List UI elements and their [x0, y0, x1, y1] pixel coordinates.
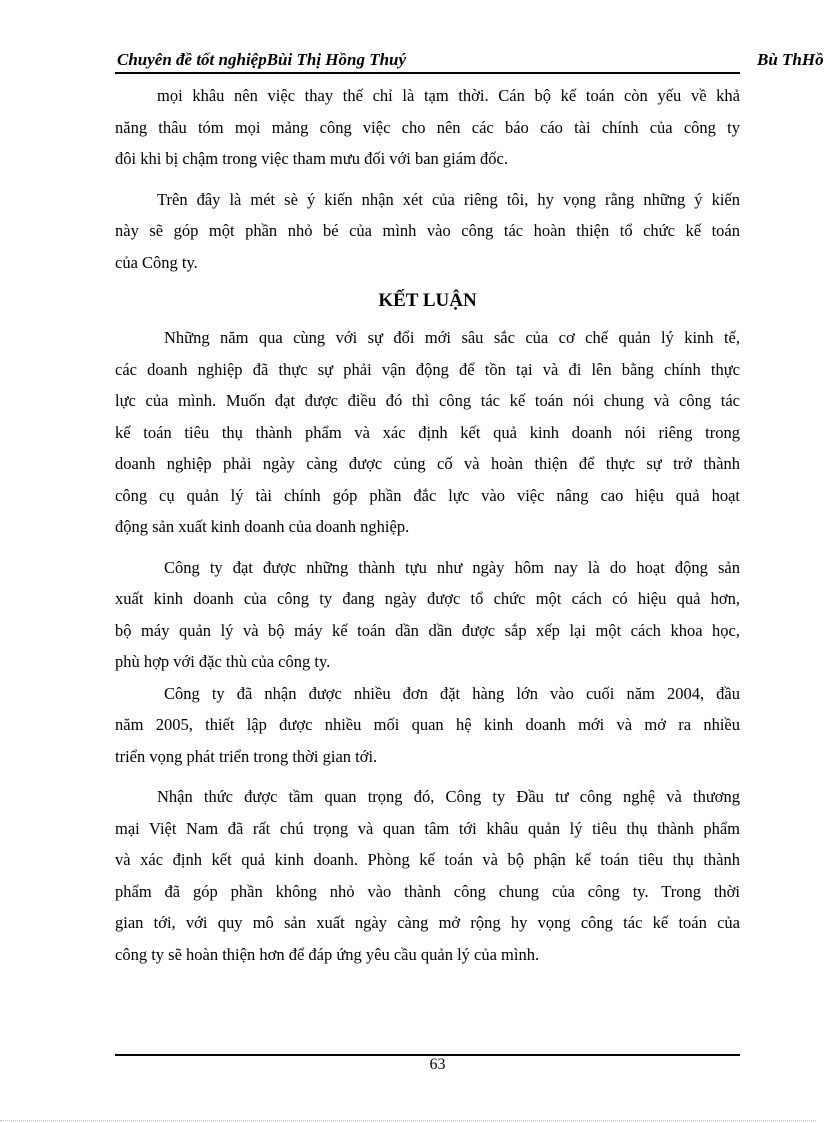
- conclusion-paragraph-4: [115, 781, 740, 970]
- paragraph-2: [115, 184, 740, 279]
- header-right-title: Bù ThHồ: [757, 50, 824, 69]
- header-title: Chuyên đề tốt nghiệpBùi Thị Hồng Thuý: [117, 50, 407, 69]
- text-line: phù hợp với đặc thù của công ty.: [115, 652, 331, 671]
- text-line: xuất kinh doanh của công ty đang ngày được tổ chức một cách có hiệu quả hơn,: [115, 589, 740, 608]
- document-body: [115, 80, 740, 970]
- text-line: năm 2005, thiết lập được nhiều mối quan hệ kinh doanh mới và mở ra nhiều: [115, 715, 740, 734]
- paragraph-1: [115, 80, 740, 175]
- header-right-clip: [755, 50, 824, 72]
- text-line: mọi khâu nên việc thay thế chỉ là tạm thời. Cán bộ kế toán còn yếu về khả: [157, 86, 740, 105]
- section-heading: KẾT LUẬN: [378, 290, 477, 311]
- text-line: bộ máy quản lý và bộ máy kế toán dần dần được sắp xếp lại một cách khoa học,: [115, 620, 740, 640]
- text-line: phẩm đã góp phần không nhỏ vào thành công chung của công ty. Trong thời: [115, 881, 740, 901]
- text-line: năng thâu tóm mọi mảng công việc cho nên các báo cáo tài chính của công ty: [115, 117, 740, 137]
- text-line: mại Việt Nam đã rất chú trọng và quan tâm tới khâu quản lý tiêu thụ thành phẩm: [115, 818, 740, 838]
- text-line: Nhận thức được tầm quan trọng đó, Công ty Đầu tư công nghệ và thương: [157, 787, 740, 806]
- text-line: Những năm qua cùng với sự đổi mới sâu sắc của cơ chế quản lý kinh tế,: [164, 328, 740, 347]
- text-line: doanh nghiệp phải ngày càng được củng cố và hoàn thiện để thực sự trở thành: [115, 454, 740, 473]
- text-line: kế toán tiêu thụ thành phẩm và xác định kết quả kinh doanh nói riêng trong: [115, 422, 740, 442]
- text-line: Trên đây là mét sè ý kiến nhận xét của riêng tôi, hy vọng rằng những ý kiến: [157, 189, 740, 209]
- text-line: công ty sẽ hoàn thiện hơn để đáp ứng yêu cầu quản lý của mình.: [115, 944, 540, 964]
- page-header: [115, 48, 740, 74]
- conclusion-paragraph-3: [115, 678, 740, 773]
- text-line: gian tới, với quy mô sản xuất ngày càng mở rộng hy vọng công tác kế toán của: [115, 913, 740, 932]
- text-line: công cụ quản lý tài chính góp phần đắc lực vào việc nâng cao hiệu quả hoạt: [115, 485, 740, 505]
- text-line: triển vọng phát triển trong thời gian tới.: [115, 746, 378, 766]
- text-line: lực của mình. Muốn đạt được điều đó thì công tác kế toán nói chung và công tác: [115, 391, 740, 410]
- text-line: Công ty đã nhận được nhiều đơn đặt hàng lớn vào cuối năm 2004, đầu: [164, 683, 740, 703]
- text-line: đôi khi bị chậm trong việc tham mưu đối với ban giám đốc.: [115, 149, 508, 168]
- text-line: này sẽ góp một phần nhỏ bé của mình vào công tác hoàn thiện tổ chức kế toán: [115, 221, 740, 240]
- text-line: động sản xuất kinh doanh của doanh nghiệp.: [115, 517, 410, 536]
- text-line: Công ty đạt được những thành tựu như ngày hôm nay là do hoạt động sản: [164, 557, 740, 577]
- conclusion-paragraph-2: [115, 552, 740, 678]
- text-line: và xác định kết quả kinh doanh. Phòng kế toán và bộ phận kế toán tiêu thụ thành: [115, 850, 740, 869]
- page-number: 63: [429, 1056, 446, 1073]
- text-line: các doanh nghiệp đã thực sự phải vận động để tồn tại và đi lên bằng chính thực: [115, 359, 740, 379]
- conclusion-paragraph-1: [115, 322, 740, 543]
- text-line: của Công ty.: [115, 252, 198, 272]
- page-edge-divider: [0, 1120, 816, 1121]
